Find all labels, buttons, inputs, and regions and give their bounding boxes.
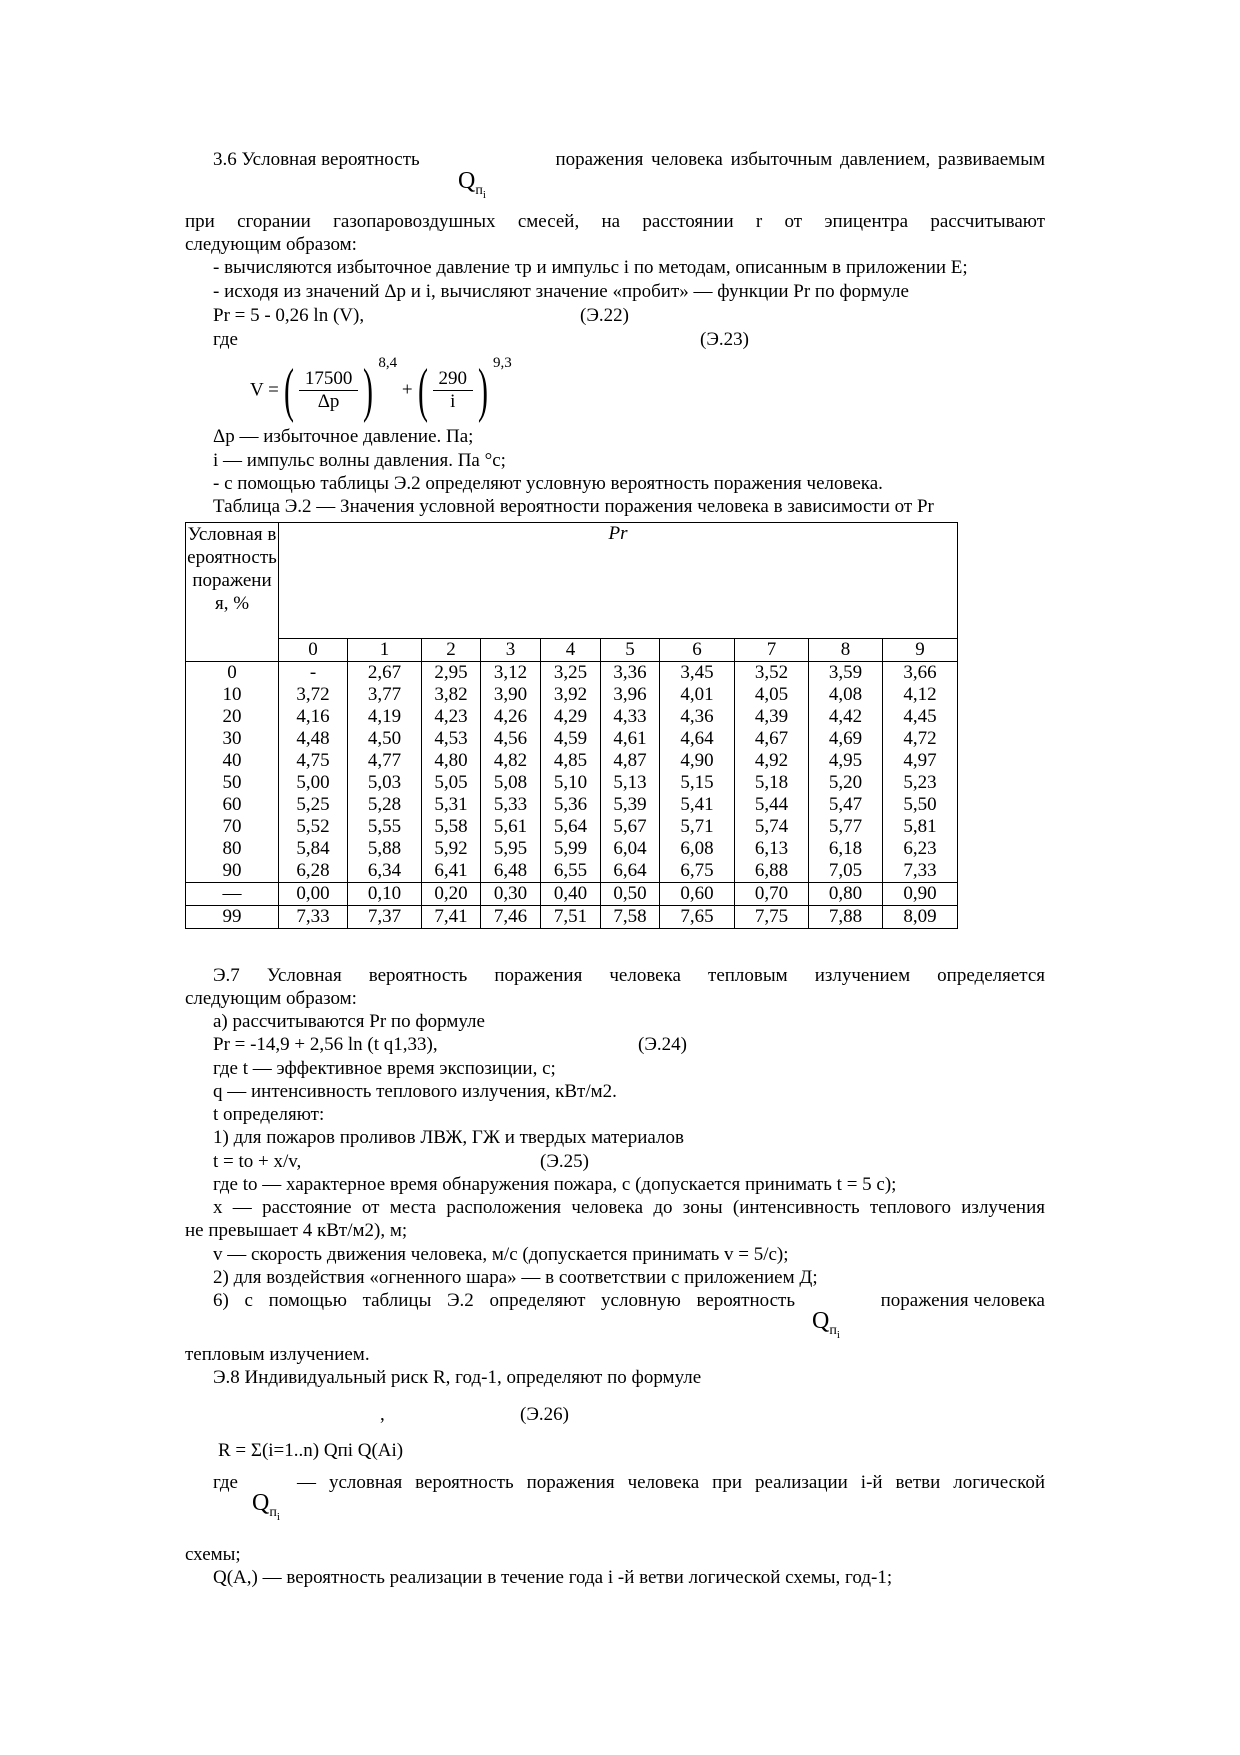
table-cell: 5,64: [541, 816, 601, 838]
table-cell: 5,33: [481, 794, 541, 816]
table-cell: 2,95: [422, 662, 481, 685]
table-cell: 3,77: [348, 684, 422, 706]
table-row: [186, 883, 958, 906]
text-line: схемы;: [185, 1544, 241, 1565]
formula-e22: Pr = 5 - 0,26 ln (V),: [213, 305, 365, 326]
table-cell: 3,66: [883, 662, 958, 685]
table-cell: 3,36: [601, 662, 660, 685]
table-cell: 5,47: [809, 794, 883, 816]
table-cell: 4,12: [883, 684, 958, 706]
table-cell: 6,64: [601, 860, 660, 883]
table-cell: 4,39: [735, 706, 809, 728]
text-line: 3.6 Условная вероятность: [213, 149, 420, 170]
text-line: - вычисляются избыточное давление τp и импульс i по методам, описанным в приложении Е;: [213, 257, 968, 278]
eq-number: (Э.22): [580, 305, 629, 326]
table-cell: 0,80: [809, 883, 883, 906]
row-header: 90: [186, 860, 279, 883]
text-line: поражения человека: [880, 1290, 1045, 1311]
text-line: Q(A,) — вероятность реализации в течение года i -й ветви логической схемы, год-1;: [213, 1567, 893, 1588]
text-line: тепловым излучением.: [185, 1344, 370, 1365]
table-cell: 3,52: [735, 662, 809, 685]
table-cell: 5,28: [348, 794, 422, 816]
text-line: при сгорании газопаровоздушных смесей, на расстоянии r от эпицентра рассчитывают: [185, 211, 1045, 232]
table-cell: 7,58: [601, 906, 660, 929]
text-line: Э.7 Условная вероятность поражения человека тепловым излучением определяется: [213, 965, 1045, 986]
table-cell: 5,15: [660, 772, 735, 794]
column-header: 5: [601, 639, 660, 662]
table-cell: 5,99: [541, 838, 601, 860]
column-header: 2: [422, 639, 481, 662]
table-cell: 5,25: [279, 794, 348, 816]
exp: 9,3: [493, 355, 512, 371]
pr-header: Pr: [279, 523, 958, 639]
num: 17500: [299, 368, 359, 391]
table-cell: 7,51: [541, 906, 601, 929]
table-cell: 0,20: [422, 883, 481, 906]
table-cell: 5,84: [279, 838, 348, 860]
formula-e25: t = to + x/v,: [213, 1151, 302, 1172]
table-cell: 4,87: [601, 750, 660, 772]
table-cell: 5,20: [809, 772, 883, 794]
table-cell: 4,72: [883, 728, 958, 750]
num: 290: [433, 368, 474, 391]
table-cell: 4,48: [279, 728, 348, 750]
table-cell: 4,26: [481, 706, 541, 728]
table-cell: 6,23: [883, 838, 958, 860]
text-line: q — интенсивность теплового излучения, кВт/м2.: [213, 1081, 617, 1102]
table-cell: 6,28: [279, 860, 348, 883]
table-cell: 5,44: [735, 794, 809, 816]
row-header: 99: [186, 906, 279, 929]
text-line: не превышает 4 кВт/м2), м;: [185, 1220, 408, 1241]
eq-number: (Э.25): [540, 1151, 589, 1172]
table-cell: 0,50: [601, 883, 660, 906]
table-cell: 4,50: [348, 728, 422, 750]
row-header: 30: [186, 728, 279, 750]
table-cell: 4,82: [481, 750, 541, 772]
table-cell: 4,29: [541, 706, 601, 728]
table-cell: 5,61: [481, 816, 541, 838]
table-cell: 5,81: [883, 816, 958, 838]
table-cell: 0,30: [481, 883, 541, 906]
v-lhs: V =: [250, 379, 279, 401]
table-cell: 3,90: [481, 684, 541, 706]
table-cell: 6,13: [735, 838, 809, 860]
plus: +: [401, 379, 413, 401]
table-cell: 0,70: [735, 883, 809, 906]
table-cell: 7,05: [809, 860, 883, 883]
table-cell: 5,13: [601, 772, 660, 794]
table-row: [186, 860, 958, 883]
table-row: [186, 906, 958, 929]
table-cell: 7,75: [735, 906, 809, 929]
text-line: 1) для пожаров проливов ЛВЖ, ГЖ и твердых материалов: [213, 1127, 684, 1148]
column-header: 1: [348, 639, 422, 662]
table-cell: 4,33: [601, 706, 660, 728]
text-line: i — импульс волны давления. Па °с;: [213, 450, 506, 471]
formula-r: R = Σ(i=1..n) Qпi Q(Ai): [218, 1440, 404, 1461]
probit-table: [185, 522, 958, 929]
table-cell: 4,05: [735, 684, 809, 706]
table-cell: 5,08: [481, 772, 541, 794]
text-line: Э.8 Индивидуальный риск R, год-1, определяют по формуле: [213, 1367, 702, 1388]
q-symbol: $Q_{п_i}$: [252, 1490, 280, 1523]
table-cell: 4,53: [422, 728, 481, 750]
row-header: 70: [186, 816, 279, 838]
column-header: 9: [883, 639, 958, 662]
text-line: - с помощью таблицы Э.2 определяют условную вероятность поражения человека.: [213, 473, 883, 494]
text-line: Δp — избыточное давление. Па;: [213, 426, 474, 447]
formula-e24: Pr = -14,9 + 2,56 ln (t q1,33),: [213, 1034, 438, 1055]
row-header: 50: [186, 772, 279, 794]
table-cell: 5,77: [809, 816, 883, 838]
table-cell: 6,41: [422, 860, 481, 883]
table-cell: 7,46: [481, 906, 541, 929]
table-cell: 4,59: [541, 728, 601, 750]
text-line: 6) с помощью таблицы Э.2 определяют условную вероятность: [213, 1290, 795, 1311]
table-row: [186, 838, 958, 860]
table-cell: 3,59: [809, 662, 883, 685]
formula-v: V =( $\frac{17500}{\Delta p}$ ) $^{8,4}$ +( $\frac{290}{i}$ ) $^{9,3}$: [250, 355, 512, 424]
table-cell: 4,19: [348, 706, 422, 728]
table-cell: 4,45: [883, 706, 958, 728]
table-cell: 6,55: [541, 860, 601, 883]
row-header: 20: [186, 706, 279, 728]
table-cell: 0,00: [279, 883, 348, 906]
table-cell: 3,92: [541, 684, 601, 706]
table-cell: 3,96: [601, 684, 660, 706]
table-cell: 4,90: [660, 750, 735, 772]
table-cell: 5,55: [348, 816, 422, 838]
table-cell: 5,67: [601, 816, 660, 838]
table-cell: 4,95: [809, 750, 883, 772]
table-cell: 3,12: [481, 662, 541, 685]
table-cell: 5,74: [735, 816, 809, 838]
table-cell: 4,56: [481, 728, 541, 750]
table-cell: 4,80: [422, 750, 481, 772]
table-cell: 4,67: [735, 728, 809, 750]
table-cell: 5,31: [422, 794, 481, 816]
table-cell: 3,82: [422, 684, 481, 706]
table-cell: 5,88: [348, 838, 422, 860]
column-header: 4: [541, 639, 601, 662]
table-row: [186, 750, 958, 772]
table-cell: 2,67: [348, 662, 422, 685]
table-cell: 5,00: [279, 772, 348, 794]
text-line: x — расстояние от места расположения человека до зоны (интенсивность теплового излучения: [213, 1197, 1045, 1218]
text-line: где: [213, 329, 238, 350]
row-header: 40: [186, 750, 279, 772]
table-cell: 4,23: [422, 706, 481, 728]
table-cell: 0,40: [541, 883, 601, 906]
table-cell: 4,61: [601, 728, 660, 750]
q-symbol: $Q_{п_i}$: [458, 168, 486, 201]
text-line: v — скорость движения человека, м/с (допускается принимать v = 5/с);: [213, 1244, 789, 1265]
column-header: 7: [735, 639, 809, 662]
text-line: где: [213, 1472, 238, 1493]
eq-number: (Э.26): [520, 1404, 569, 1425]
text-line: - исходя из значений Δp и i, вычисляют значение «пробит» — функции Pr по формуле: [213, 281, 909, 302]
table-row: [186, 794, 958, 816]
table-cell: 5,52: [279, 816, 348, 838]
table-cell: -: [279, 662, 348, 685]
row-header: 80: [186, 838, 279, 860]
table-cell: 5,39: [601, 794, 660, 816]
table-cell: 5,95: [481, 838, 541, 860]
table-cell: 4,36: [660, 706, 735, 728]
text-line: следующим образом:: [185, 234, 357, 255]
table-cell: 4,64: [660, 728, 735, 750]
row-header: 10: [186, 684, 279, 706]
table-row: [186, 728, 958, 750]
text-line: где t — эффективное время экспозиции, с;: [213, 1058, 556, 1079]
table-cell: 4,92: [735, 750, 809, 772]
column-header: 6: [660, 639, 735, 662]
row-header: —: [186, 883, 279, 906]
table-row: [186, 772, 958, 794]
table-cell: 6,88: [735, 860, 809, 883]
comma: ,: [380, 1404, 385, 1425]
q-letter: Q: [458, 168, 476, 194]
table-cell: 5,41: [660, 794, 735, 816]
column-header: 8: [809, 639, 883, 662]
text-line: t определяют:: [213, 1104, 325, 1125]
table-cell: 5,05: [422, 772, 481, 794]
exp: 8,4: [378, 355, 398, 371]
table-cell: 5,18: [735, 772, 809, 794]
table-cell: 7,33: [883, 860, 958, 883]
table-cell: 7,65: [660, 906, 735, 929]
corner-header: Условная вероятность поражения, %: [186, 523, 279, 662]
den: Δp: [317, 391, 340, 413]
text-line: где to — характерное время обнаружения пожара, с (допускается принимать t = 5 с);: [213, 1174, 897, 1195]
table-cell: 5,71: [660, 816, 735, 838]
table-cell: 0,90: [883, 883, 958, 906]
table-cell: 4,85: [541, 750, 601, 772]
table-cell: 4,97: [883, 750, 958, 772]
row-header: 60: [186, 794, 279, 816]
table-cell: 5,92: [422, 838, 481, 860]
table-cell: 3,72: [279, 684, 348, 706]
table-cell: 8,09: [883, 906, 958, 929]
table-cell: 6,75: [660, 860, 735, 883]
text-line: 2) для воздействия «огненного шара» — в соответствии с приложением Д;: [213, 1267, 818, 1288]
table-cell: 3,45: [660, 662, 735, 685]
table-cell: 4,42: [809, 706, 883, 728]
row-header: 0: [186, 662, 279, 685]
table-cell: 5,03: [348, 772, 422, 794]
table-cell: 5,58: [422, 816, 481, 838]
table-cell: 6,34: [348, 860, 422, 883]
table-row: [186, 684, 958, 706]
text-line: поражения человека избыточным давлением, развиваемым: [555, 149, 1045, 170]
eq-number: (Э.24): [638, 1034, 687, 1055]
table-row: [186, 662, 958, 685]
table-cell: 5,23: [883, 772, 958, 794]
table-row: [186, 706, 958, 728]
table-cell: 5,10: [541, 772, 601, 794]
text-line: а) рассчитываются Pr по формуле: [213, 1011, 485, 1032]
eq-number: (Э.23): [700, 329, 749, 350]
table-cell: 7,33: [279, 906, 348, 929]
table-cell: 7,41: [422, 906, 481, 929]
table-cell: 3,25: [541, 662, 601, 685]
column-header: 3: [481, 639, 541, 662]
table-cell: 7,88: [809, 906, 883, 929]
table-cell: 0,60: [660, 883, 735, 906]
table-cell: 6,04: [601, 838, 660, 860]
table-cell: 4,08: [809, 684, 883, 706]
table-cell: 7,37: [348, 906, 422, 929]
q-symbol: $Q_{п_i}$: [812, 1308, 840, 1341]
text-line: — условная вероятность поражения человека при реализации i-й ветви логической: [297, 1472, 1045, 1493]
table-cell: 6,18: [809, 838, 883, 860]
text-line: следующим образом:: [185, 988, 357, 1009]
table-row: [186, 816, 958, 838]
table-cell: 4,16: [279, 706, 348, 728]
table-cell: 4,75: [279, 750, 348, 772]
table-cell: 5,50: [883, 794, 958, 816]
table-cell: 0,10: [348, 883, 422, 906]
table-cell: 6,08: [660, 838, 735, 860]
den: i: [450, 391, 456, 413]
column-header: 0: [279, 639, 348, 662]
table-cell: 6,48: [481, 860, 541, 883]
table-cell: 4,77: [348, 750, 422, 772]
table-cell: 4,01: [660, 684, 735, 706]
table-caption: Таблица Э.2 — Значения условной вероятности поражения человека в зависимости от Pr: [213, 496, 934, 517]
table-cell: 5,36: [541, 794, 601, 816]
table-cell: 4,69: [809, 728, 883, 750]
